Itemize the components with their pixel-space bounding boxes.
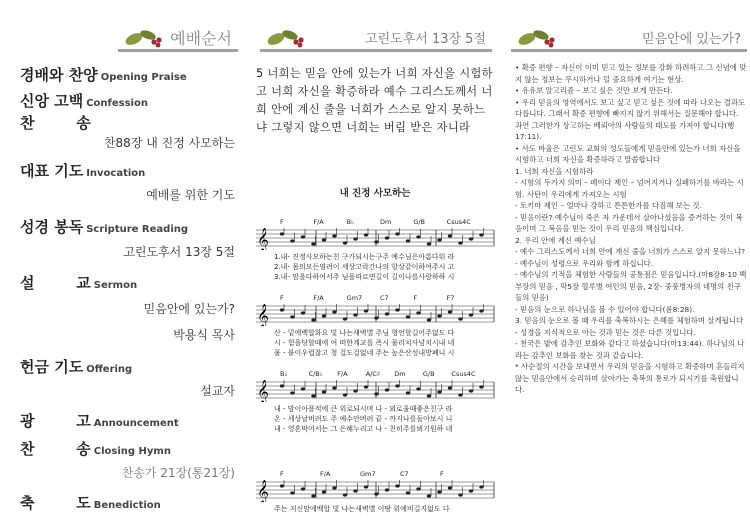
note-head bbox=[437, 238, 441, 241]
note-item: - 시험의 두가지 의미 – 페이다 제인 – 넘어지거나 실패하기를 바라는 시험. 사탄이 우리에게 가져오는 시험 bbox=[515, 178, 744, 199]
note-head bbox=[290, 315, 294, 318]
lyrics-block bbox=[274, 252, 494, 282]
note-head bbox=[364, 485, 368, 488]
note-head bbox=[280, 384, 284, 387]
note-head bbox=[332, 310, 336, 313]
leaf-ornament-icon bbox=[517, 27, 561, 49]
note-head bbox=[280, 232, 284, 235]
chord-symbol: F/A bbox=[320, 470, 331, 478]
chord-symbol: B♭ bbox=[280, 370, 288, 378]
chord-row bbox=[256, 218, 496, 228]
note-head bbox=[332, 386, 336, 389]
chord-symbol: F bbox=[280, 218, 284, 226]
note-item: 2. 우리 안에 계신 예수님 bbox=[515, 235, 596, 245]
section-title: 예배순서 bbox=[170, 29, 232, 48]
order-of-worship-panel bbox=[0, 0, 245, 530]
note-head bbox=[385, 236, 389, 239]
note-head bbox=[374, 392, 378, 395]
note-head bbox=[448, 386, 452, 389]
section-header bbox=[260, 26, 492, 52]
chord-symbol: F/A bbox=[313, 294, 324, 302]
note-head bbox=[479, 485, 483, 488]
note-item: • 유유보 알고리즘 – 보고 싶은 것만 보게 만든다. bbox=[515, 86, 673, 95]
note-item: - 믿음의 눈으로 하나님을 볼 수 있어야 합니다(롬8:28). bbox=[515, 304, 695, 314]
note-head bbox=[385, 388, 389, 391]
sermon-preacher: 박용식 목사 bbox=[173, 328, 235, 342]
note-head bbox=[322, 314, 326, 317]
note-head bbox=[364, 385, 368, 388]
note-head bbox=[448, 310, 452, 313]
leaf-ornament-icon bbox=[124, 27, 168, 49]
note-head bbox=[406, 391, 410, 394]
note-head bbox=[406, 239, 410, 242]
note-item: • 확증 편향 – 자신이 이미 믿고 있는 정보를 강화 하려하고 그 신념에 맞지 않는 정보는 무시하거나 덜 중요하게 여기는 현상. bbox=[515, 63, 747, 84]
note-head bbox=[458, 393, 462, 396]
hymn-title: 내 진정 사모하는 bbox=[339, 188, 411, 199]
music-staff bbox=[256, 480, 496, 502]
chord-row bbox=[256, 370, 496, 380]
note-head bbox=[416, 387, 420, 390]
chord-symbol: F bbox=[413, 294, 418, 302]
worship-item-praise: 경배와 찬양 Opening Praise bbox=[20, 66, 187, 84]
chord-row bbox=[256, 470, 496, 480]
note-head bbox=[290, 491, 294, 494]
note-head bbox=[448, 234, 452, 237]
note-head bbox=[364, 309, 368, 312]
chord-symbol: G/B bbox=[422, 370, 435, 378]
chord-symbol: F bbox=[280, 470, 284, 478]
chord-symbol: Csus4C bbox=[446, 218, 471, 226]
note-head bbox=[290, 239, 294, 242]
note-item: - 성경을 지식적으로 아는 것과 믿는 것은 다른 것입니다. bbox=[515, 327, 696, 337]
note-head bbox=[280, 484, 284, 487]
note-item: - 예수 그리스도께서 너희 안에 계신 줄을 너희가 스스로 알지 못하느냐? bbox=[515, 247, 745, 256]
note-head bbox=[437, 314, 441, 317]
note-head bbox=[469, 313, 473, 316]
note-head bbox=[469, 237, 473, 240]
treble-clef-icon: 𝄞 bbox=[257, 480, 269, 502]
note-head bbox=[332, 486, 336, 489]
note-item: 1. 너희 자신을 시험하라 bbox=[515, 166, 594, 176]
lyric-line: 2.내- 몸의모든염려이 세상고락간나의 항상같이하여주시 고 bbox=[274, 263, 455, 271]
chord-symbol: F7 bbox=[446, 294, 455, 302]
note-item: - 믿음이란? 예수님이 죽은 자 가운데서 살아나셨음을 증거하는 것이 복음이며 그 복음을 믿는 것이 우리 믿음의 핵심입니다. bbox=[515, 212, 743, 233]
chord-symbol: Gm7 bbox=[360, 470, 376, 478]
chord-symbol: F/A bbox=[313, 218, 324, 226]
note-head bbox=[353, 313, 357, 316]
lyric-line: 내 - 영혼막어서는 그 은혜누리고 나 - 친히주를뵈기원하 네 bbox=[274, 425, 453, 433]
note-head bbox=[395, 232, 399, 235]
note-head bbox=[332, 234, 336, 237]
chord-symbol: Csus4C bbox=[451, 370, 476, 378]
note-head bbox=[416, 235, 420, 238]
note-head bbox=[427, 318, 431, 321]
lyric-line: 물 - 붙이우렵잖고 청 걸도걸없네 주는 높은산성내방폐니 시 bbox=[274, 349, 455, 357]
note-head bbox=[427, 394, 431, 397]
note-head bbox=[416, 487, 420, 490]
note-head bbox=[353, 237, 357, 240]
sermon-title: 믿음안에 있는가? bbox=[143, 302, 235, 316]
note-item: - 예수님의 기적을 체험한 사람들의 공통점은 믿음입니다.(마8장8-10 백부장의 믿음 , 막5장 혈루병 여인의 믿음, 2장- 중풍병자의 네명의 친구들의 믿음) bbox=[515, 270, 747, 302]
worship-item-closing-hymn: 찬 송 Closing Hymn bbox=[20, 440, 171, 458]
note-head bbox=[311, 318, 315, 321]
chord-symbol: Dm bbox=[380, 218, 392, 226]
lyric-line: 온 - 세상날버려도 주 예수안버려 끝 - 까지나를돌아보시 니 bbox=[274, 415, 453, 423]
note-item: * 사순절의 시간을 보내면서 우리의 믿음을 시험하고 확증하며 흔들리지 않는 믿음안에서 승리하며 살아가는 축복의 통로가 되시기를 축원합니다. bbox=[515, 362, 745, 394]
scripture-value: 고린도후서 13장 5절 bbox=[123, 245, 235, 259]
note-head bbox=[301, 235, 305, 238]
music-staff bbox=[256, 380, 496, 402]
note-head bbox=[322, 390, 326, 393]
note-head bbox=[280, 308, 284, 311]
offering-value: 설교자 bbox=[200, 384, 235, 398]
chord-symbol: F bbox=[440, 470, 444, 478]
note-head bbox=[479, 385, 483, 388]
scripture-panel bbox=[250, 0, 500, 530]
note-item: - 천국은 밭에 감추인 보화와 같다고 하셨습니다(마13:44). 하나님의 나라는 감추인 보화를 찾는 것과 같습니다. bbox=[515, 339, 745, 360]
chord-symbol: A/C♯ bbox=[365, 370, 381, 378]
note-head bbox=[301, 387, 305, 390]
section-header bbox=[118, 26, 238, 52]
note-head bbox=[448, 486, 452, 489]
note-head bbox=[458, 493, 462, 496]
note-head bbox=[311, 242, 315, 245]
note-item: • 사도 바울은 고린도 교회의 성도들에게 믿음안에 있는가 너희 자신을 시험하고 너희 자신을 확증하라고 말씀합니다 bbox=[515, 143, 741, 164]
note-head bbox=[427, 242, 431, 245]
lyric-line: 1.내- 진정사모하는친 구가되시는구주 예수님은아름다워 라 bbox=[274, 253, 455, 261]
chord-symbol: F/A bbox=[337, 370, 348, 378]
note-head bbox=[385, 312, 389, 315]
note-head bbox=[479, 233, 483, 236]
section-title: 고린도후서 13장 5절 bbox=[365, 32, 486, 47]
note-head bbox=[343, 317, 347, 320]
note-head bbox=[343, 393, 347, 396]
note-head bbox=[322, 490, 326, 493]
note-head bbox=[406, 491, 410, 494]
note-head bbox=[311, 394, 315, 397]
worship-item-scripture: 성경 봉독 Scripture Reading bbox=[20, 218, 189, 236]
note-head bbox=[427, 494, 431, 497]
worship-item-announcement: 광 고 Announcement bbox=[20, 412, 179, 430]
music-staff bbox=[256, 304, 496, 326]
worship-item-offering: 헌금 기도 Offering bbox=[20, 358, 133, 376]
worship-item-invocation: 대표 기도 Invocation bbox=[20, 162, 146, 180]
note-item: - 예수님이 성령으로 우리와 함께 하십니다. bbox=[515, 258, 654, 268]
chord-symbol: C7 bbox=[400, 470, 409, 478]
note-head bbox=[395, 384, 399, 387]
treble-clef-icon: 𝄞 bbox=[257, 228, 269, 250]
hymn-value: 찬88장 내 진정 사모하는 bbox=[103, 136, 235, 150]
lyric-line: 내 - 맘이아플적에 큰 위로되시며 나 - 외로울때좋은친구 라 bbox=[274, 405, 453, 413]
invocation-value: 예배를 위한 기도 bbox=[146, 188, 235, 202]
note-item: 3. 믿음의 눈으로 볼 때 우리를 축복하시는 은혜를 체험하며 살게됩니다 bbox=[515, 316, 744, 325]
worship-item-confession: 신앙 고백 Confession bbox=[20, 92, 148, 110]
lyric-line: 주는 저신맘에백합 빛 나는새벽별 이땅 위에비길지없도 다 bbox=[274, 505, 450, 513]
leaf-ornament-icon bbox=[266, 27, 310, 49]
chord-symbol: C/B♭ bbox=[308, 370, 323, 378]
lyrics-block bbox=[274, 504, 494, 514]
note-head bbox=[301, 311, 305, 314]
note-head bbox=[353, 489, 357, 492]
chord-symbol: B♭ bbox=[346, 218, 355, 226]
note-head bbox=[353, 389, 357, 392]
section-title: 믿음안에 있는가? bbox=[642, 32, 741, 47]
section-header bbox=[511, 26, 747, 52]
note-head bbox=[364, 233, 368, 236]
chord-symbol: G/B bbox=[413, 218, 426, 226]
note-head bbox=[469, 389, 473, 392]
worship-item-benediction: 축 도 Benediction bbox=[20, 494, 161, 512]
lyric-line: 산 - 밑에백합화요 빛 나는새벽별 주님 형언할길어주없도 다 bbox=[274, 329, 455, 337]
chord-symbol: C7 bbox=[380, 294, 389, 302]
note-head bbox=[374, 492, 378, 495]
note-head bbox=[469, 489, 473, 492]
note-head bbox=[343, 241, 347, 244]
note-head bbox=[479, 309, 483, 312]
chord-row bbox=[256, 294, 496, 304]
note-head bbox=[437, 490, 441, 493]
sermon-notes-list bbox=[515, 62, 747, 396]
worship-item-sermon: 설 교 Sermon bbox=[20, 274, 138, 292]
note-head bbox=[395, 308, 399, 311]
treble-clef-icon: 𝄞 bbox=[257, 380, 269, 402]
treble-clef-icon: 𝄞 bbox=[257, 304, 269, 326]
closing-hymn-value: 찬송가 21장(통21장) bbox=[121, 466, 235, 480]
note-head bbox=[458, 241, 462, 244]
note-item: • 우리 믿음의 영역에서도 보고 싶고 믿고 싶은 것에 따라 나오는 결과도 다릅니다. 그래서 확증 편향에 빠지지 않기 위해서는 질문해야 합니다. 과연 그러한가 상고하는 베뢰아의 사람들의 태도를 가져야 합니다(행17:11). bbox=[515, 97, 746, 141]
note-head bbox=[406, 315, 410, 318]
note-head bbox=[290, 391, 294, 394]
chord-symbol: Gm7 bbox=[346, 294, 363, 302]
note-head bbox=[311, 494, 315, 497]
chord-symbol: F bbox=[280, 294, 284, 302]
note-head bbox=[374, 240, 378, 243]
lyric-line: 3.내- 맘을다하여서주 님을따르면길이 길이나를사랑하하 시 bbox=[274, 273, 455, 281]
note-head bbox=[301, 487, 305, 490]
scripture-text: 5 너희는 믿음 안에 있는가 너희 자신을 시험하고 너희 자신을 확증하라 예수 그리스도께서 너희 안에 계신 줄을 너희가 스스로 알지 못하느냐 그렇지 않으면 너희는 버림 받은 자니라 bbox=[256, 67, 493, 134]
lyrics-block bbox=[274, 404, 494, 434]
note-head bbox=[458, 317, 462, 320]
chord-symbol: Dm bbox=[394, 370, 406, 378]
music-staff bbox=[256, 228, 496, 250]
note-head bbox=[385, 488, 389, 491]
note-head bbox=[322, 238, 326, 241]
sermon-notes-panel bbox=[505, 0, 750, 530]
note-head bbox=[374, 316, 378, 319]
lyric-line: 시 - 험을당할때에 여 떠한계교를 즉시 물리치사넘치시내 네 bbox=[274, 339, 455, 347]
worship-item-hymn: 찬 송 bbox=[20, 114, 91, 132]
lyrics-block bbox=[274, 328, 494, 358]
note-head bbox=[416, 311, 420, 314]
note-head bbox=[437, 390, 441, 393]
note-item: - 토키마 제인 – 얼마나 강하고 튼튼한가를 다짐해 보는 것. bbox=[515, 201, 702, 210]
note-head bbox=[343, 493, 347, 496]
note-head bbox=[395, 484, 399, 487]
